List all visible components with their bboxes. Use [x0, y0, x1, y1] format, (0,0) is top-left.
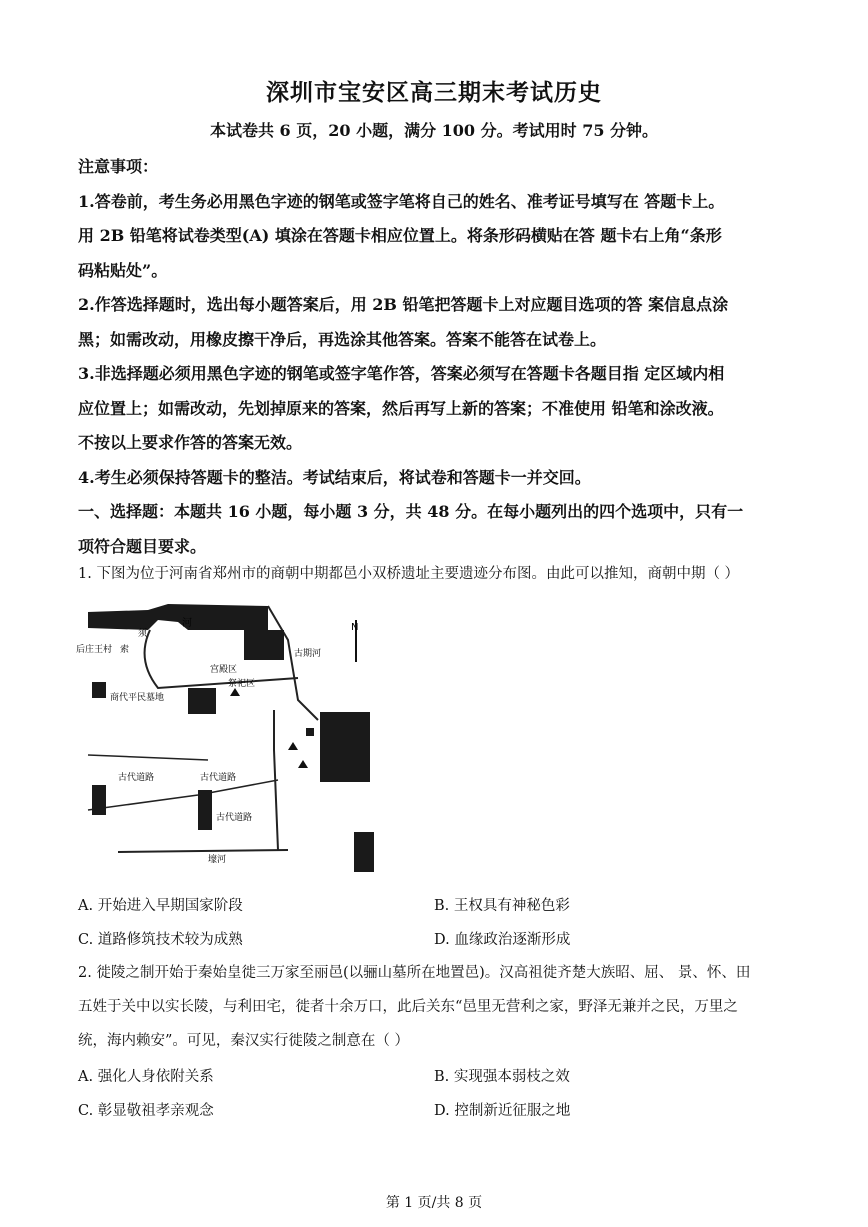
notes-line: 不按以上要求作答的答案无效。: [78, 433, 303, 452]
notes-line: 码粘贴处”。: [78, 260, 168, 280]
map-label-xu: 须: [138, 629, 148, 639]
q2-option-a: A. 强化人身依附关系: [78, 1069, 214, 1085]
notes-line: 3.非选择题必须用黑色字迹的钢笔或签字笔作答，答案必须写在答题卡各题目指 定区域内相: [78, 364, 725, 383]
map-label-guli: 古期河: [294, 649, 322, 659]
site-map-svg: [76, 600, 388, 880]
q2-option-c: C. 彰显敬祖孝亲观念: [78, 1103, 214, 1119]
map-label-sacrifice: 祭祀区: [228, 679, 256, 689]
river-branch: [268, 606, 318, 720]
notes-line: 黑；如需改动，用橡皮擦干净后，再选涂其他答案。答案不能答在试卷上。: [78, 329, 607, 349]
map-label-palace: 宫殿区: [210, 665, 238, 675]
map-label-road-1: 古代道路: [118, 773, 155, 783]
map-label-village: 后庄王村: [76, 645, 113, 655]
q2-option-d: D. 控制新近征服之地: [434, 1103, 571, 1119]
site-map: [76, 600, 388, 880]
map-label-river: 河: [182, 618, 192, 629]
notes-heading: 注意事项：: [78, 157, 159, 176]
sacrifice-block: [188, 688, 216, 714]
map-label-road-3: 古代道路: [216, 813, 253, 823]
north-arrow-label: N: [351, 622, 359, 633]
question-1-stem: [78, 557, 793, 591]
exam-info: 本试卷共 6 页，20 小题，满分 100 分。考试用时 75 分钟。: [209, 121, 659, 140]
map-label-canal: 壕河: [208, 855, 227, 865]
section-heading-cont: 项符合题目要求。: [78, 536, 207, 556]
question-2-text: 五姓于关中以实长陵，与利田宅，徙者十余万口，此后关东“邑里无营利之家，野泽无兼并之民，万里之: [78, 999, 738, 1015]
road-line: [88, 755, 208, 760]
triangle-marker: [298, 760, 308, 768]
notes-block: [78, 150, 793, 564]
q1-option-a: A. 开始进入早期国家阶段: [78, 898, 243, 914]
site-block: [306, 728, 314, 736]
road-line: [88, 780, 278, 810]
canal-line: [118, 850, 288, 852]
triangle-marker: [288, 742, 298, 750]
site-block-se: [354, 832, 374, 872]
notes-line: 1.答卷前，考生务必用黑色字迹的钢笔或签字笔将自己的姓名、准考证号填写在 答题卡上。: [78, 191, 725, 211]
map-label-commoner: 商代平民墓地: [110, 693, 165, 703]
notes-line: 4.考生必须保持答题卡的整洁。考试结束后，将试卷和答题卡一并交回。: [78, 467, 591, 487]
question-2-stem: [78, 956, 793, 1058]
section-heading: 一、选择题：本题共 16 小题，每小题 3 分，共 48 分。在每小题列出的四个选项中，只有一: [78, 502, 744, 521]
q1-option-b: B. 王权具有神秘色彩: [434, 898, 570, 914]
question-2-text: 2. 徙陵之制开始于秦始皇徙三万家至丽邑(以骊山墓所在地置邑)。汉高祖徙齐楚大族昭、屈、 景、怀、田: [78, 965, 751, 981]
page-footer: 第 1 页/共 8 页: [385, 1195, 483, 1211]
site-block: [92, 682, 106, 698]
river-shape: [88, 604, 268, 630]
q1-option-d: D. 血缘政治逐渐形成: [434, 932, 571, 948]
triangle-marker: [230, 688, 240, 696]
site-block: [92, 785, 106, 815]
question-2-text: 统，海内赖安”。可见，秦汉实行徙陵之制意在（ ）: [78, 1033, 410, 1049]
q2-option-b: B. 实现强本弱枝之效: [434, 1069, 570, 1085]
notes-line: 应位置上；如需改动，先划掉原来的答案，然后再写上新的答案；不准使用 铅笔和涂改液。: [78, 398, 724, 418]
large-site-block: [320, 712, 370, 782]
q1-option-c: C. 道路修筑技术较为成熟: [78, 932, 243, 948]
map-label-suo: 索: [120, 645, 130, 655]
palace-block: [244, 630, 284, 660]
page-title: 深圳市宝安区高三期末考试历史: [266, 79, 602, 106]
notes-line: 用 2B 铅笔将试卷类型(A) 填涂在答题卡相应位置上。将条形码横贴在答 题卡右上角“条形: [78, 226, 722, 245]
question-1-text: 1. 下图为位于河南省郑州市的商朝中期都邑小双桥遗址主要遗迹分布图。由此可以推知，商朝中期（ ）: [78, 566, 740, 582]
site-block: [198, 790, 212, 830]
notes-line: 2.作答选择题时，选出每小题答案后，用 2B 铅笔把答题卡上对应题目选项的答 案信息点涂: [78, 295, 729, 314]
map-label-road-2: 古代道路: [200, 773, 237, 783]
